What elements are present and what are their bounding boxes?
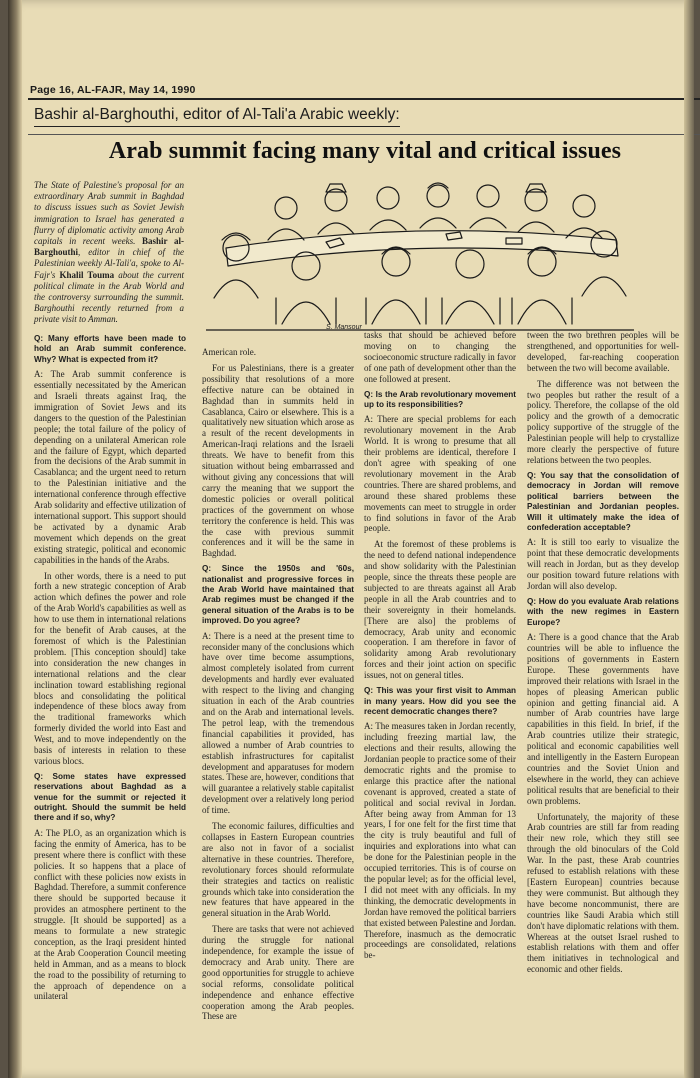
paragraph: The economic failures, difficulties and collapses in Eastern European countries are also not in favor of a socialist alternative in these countries. Therefore, revolutionary forces should reformulate their strategies and tactics on realistic grounds which take into consideration the new features that have appeared in the general situation in the Arab World.: [202, 821, 354, 919]
answer-4: A: There are special problems for each revolutionary movement in the Arab World. It is wrong to presume that all their problems are identical, therefore I don't agree with speaking of one revolutionary movement in the Arab countries. There are shared problems, and around these shared problems these movements can meet to struggle in order to find solutions in favor of the Arab people.: [364, 414, 516, 534]
column-3: [364, 330, 516, 966]
paragraph: tasks that should be achieved before moving on to changing the socioeconomic structure radically in favor of one path of development other than the one followed at present.: [364, 330, 516, 384]
paragraph: American role.: [202, 347, 256, 357]
cartoon-signature: S. Mansour: [326, 324, 362, 331]
paragraph: At the foremost of these problems is the need to defend national independence and show solidarity with the Palestinian people, since the threats these people are subjected to are threats against all Arab people in all the Arab countries and to their sovereignty in their homelands. [There are also] the problems of democracy, Arab unity and economic cooperation. I am therefore in favor of solidarity among Arab revolutionary forces and their joint action on specific issues, not on general titles.: [364, 539, 516, 681]
summit-cartoon: [206, 178, 634, 334]
running-head: Page 16, AL-FAJR, May 14, 1990: [30, 84, 196, 96]
page-binding: [8, 0, 22, 1078]
question-3: Q: Since the 1950s and '60s, nationalist and progressive forces in the Arab World have maintained that Arab regimes must be changed if the general situation of the Arabs is to be improved. Do you agree?: [202, 564, 354, 626]
paragraph: For us Palestinians, there is a greater possibility that resolutions of a more effective nature can be obtained in Baghdad than in summits held in Casablanca, Cairo or elsewhere. This is a qualitatively new situation which arose as a result of the recent developments in American-Iraqi relations and the Israeli threats. We have to benefit from this situation without being embarrassed and without giving any concessions that will carry the meaning that we support the domestic policies or overall political practices of the government on whose territory the conference is held. This was the case with previous summit conferences and it will be the same in Baghdad.: [202, 362, 354, 559]
intro-text-1: The State of Palestine's proposal for an extraordinary Arab summit in Baghdad to discuss issues such as Soviet Jewish immigration to Israel has generated a flurry of diplomatic activity among Arab capitals in recent weeks.: [34, 180, 184, 247]
intro-name-barghouthi: Bashir al-Barghouthi: [34, 236, 184, 258]
column-1: [34, 330, 186, 1007]
answer-6: A: It is still too early to visualize the point that these democratic developments will reach in Jordan, but as they develop our position toward future relations with Jordan will also develop.: [527, 537, 679, 591]
newspaper-page: [8, 0, 694, 1078]
answer-1: A: The Arab summit conference is essentially necessitated by the American and Israeli threats against Iraq, the immigration of Soviet Jews and its dangers to the question of the Palestinian people; the total failure of the policy of depending on a unilateral American role and the failure of Egypt, which departed from the decisions of the Arab summit in Casablanca; and the urgent need to return to the Palestinian initiative and the international conference through effective Arab solidarity and effective utilization of international support. This support should be activated by a dynamic Arab movement which depends on the great existing strategic, political and economic capabilities in the hands of the Arabs.: [34, 369, 186, 565]
question-4: Q: Is the Arab revolutionary movement up to its responsibilities?: [364, 389, 516, 409]
header-rule: [28, 98, 700, 100]
headline: Arab summit facing many vital and critical issues: [108, 138, 622, 164]
intro-text-3: about the current political climate in the Arab World and the controversy surrounding the summit. Barghouthi recently returned from a private visit to Amman.: [34, 269, 185, 325]
question-1: Q: Many efforts have been made to hold an Arab summit conference. Why? What is expected from it?: [34, 334, 186, 364]
paragraph: In other words, there is a need to put forth a new strategic conception of Arab action which defines the power and role of the Arab World's capabilities as well as how to use them in international relations for the benefit of Arab causes, at the foremost of which is the Palestinian problem. [This conception should] take into consideration the new changes in international relations and the clear inclination toward establishing regional blocs and consolidating the political independence of these blocs away from the traditional frameworks which formerly divided the world into East and West, and to move independently on the basis of interests in relation to these various blocs.: [34, 570, 186, 766]
paragraph: Unfortunately, the majority of these Arab countries are still far from reading their new role, which they still see through the old binoculars of the Cold War. In the past, these Arab countries refused to establish relations with these [Eastern European] countries because they were communist. But although they have become noncommunist, there are countries like Saudi Arabia which still don't have diplomatic relations with them. Whereas at the outset Israel rushed to establish relations with them and offer them initiatives in technological and economic and other fields.: [527, 811, 679, 975]
page-edge: [684, 0, 694, 1078]
answer-3: A: There is a need at the present time to reconsider many of the conclusions which have over time become assumptions, almost completely isolated from current developments and hardly ever evaluated with respect to the living and changing situation in each of the Arab countries and on the Arab and international levels. The petrol leap, with the tremendous financial capabilities it provided, has allowed a number of Arab countries to establish infrastructures for capitalist development and apparatuses for modern states. These are, however, conditions that will guarantee a relatively stable capitalist development over a relatively long period of time.: [202, 630, 354, 816]
question-5: Q: This was your first visit to Amman in many years. How did you see the recent democratic changes there?: [364, 686, 516, 716]
answer-2: A: The PLO, as an organization which is facing the enmity of America, has to be present where there is conflict with these policies. It so happens that a place of conflict with these policies now exists in Baghdad. Therefore, a summit conference there should be supported because it provides an atmosphere pertinent to the struggle. [It should be supported] as a means to formulate a new strategic conception, as the Iraqi president hinted at the Arab Cooperation Council meeting held in Amman, and as a means to block the road to the possibility of returning to the approach of dependence on a unilateral: [34, 827, 186, 1002]
kicker-rule: [28, 134, 700, 135]
article-kicker: Bashir al-Barghouthi, editor of Al-Tali'a Arabic weekly:: [34, 106, 400, 127]
question-7: Q: How do you evaluate Arab relations with the new regimes in Eastern Europe?: [527, 596, 679, 627]
intro-text-2: , editor in chief of the Palestinian weekly Al-Tali'a, spoke to Al-Fajr's: [34, 247, 184, 280]
intro-name-touma: Khalil Touma: [59, 269, 115, 280]
answer-7: A: There is a good chance that the Arab countries will be able to influence the positions of governments in Eastern Europe. These governments have improved their relations with Israel in the hopes of pleasing American public opinion and getting financial aid. A number of Arab countries have large capabilities in this field. In brief, if the Arab countries utilize their strategic, political and economic capabilities well and intelligently in the Eastern European countries and the Soviet Union and elsewhere in the world, they can achieve political results that are beneficial to their own problems.: [527, 632, 679, 806]
question-6: Q: You say that the consolidation of democracy in Jordan will remove political barriers between the Palestinian and Jordanian peoples. Will it ultimately make the idea of confederation acceptable?: [527, 470, 679, 532]
question-2: Q: Some states have expressed reservations about Baghdad as a venue for the summit or rejected it outright. Should the summit be held there and if so, why?: [34, 771, 186, 823]
column-2: [202, 347, 354, 1027]
intro-paragraph: [34, 180, 184, 326]
paragraph: The difference was not between the two peoples but rather the result of a policy. Therefore, the collapse of the old policy and the growth of a democratic policy supportive of the struggle of the Palestinian people will help to crystallize more clearly the perspective of future relations between the two peoples.: [527, 378, 679, 465]
paragraph: tween the two brethren peoples will be strengthened, and opportunities for well-developed, far-reaching cooperation between the two will become available.: [527, 330, 679, 373]
answer-5: A: The measures taken in Jordan recently, including freezing martial law, the elections and their results, allowing the Jordanian people to practice some of their democratic rights and the promise to enlarge this practice after the national covenant is approved, created a state of political and social revival in Jordan. After being away from Amman for 13 years, I for one felt for the first time that the city is truly beautiful and full of inquiries and explorations into what can be done for the Palestinian people in the occupied territories. This is of course on the popular level; as for the official level, I did not meet with any officials. In my thinking, the democratic developments in Jordan have removed the political barriers that existed between Palestine and Jordan. Therefore, inasmuch as the democratic proceedings are consolidated, relations be-: [364, 721, 516, 961]
column-4: [527, 330, 679, 980]
paragraph: There are tasks that were not achieved during the struggle for national independence, for example the issue of democracy and Arab unity. There are good opportunities for struggle to achieve social reforms, consolidate political independence and enhance effective cooperation among the Arab peoples. These are: [202, 924, 354, 1022]
